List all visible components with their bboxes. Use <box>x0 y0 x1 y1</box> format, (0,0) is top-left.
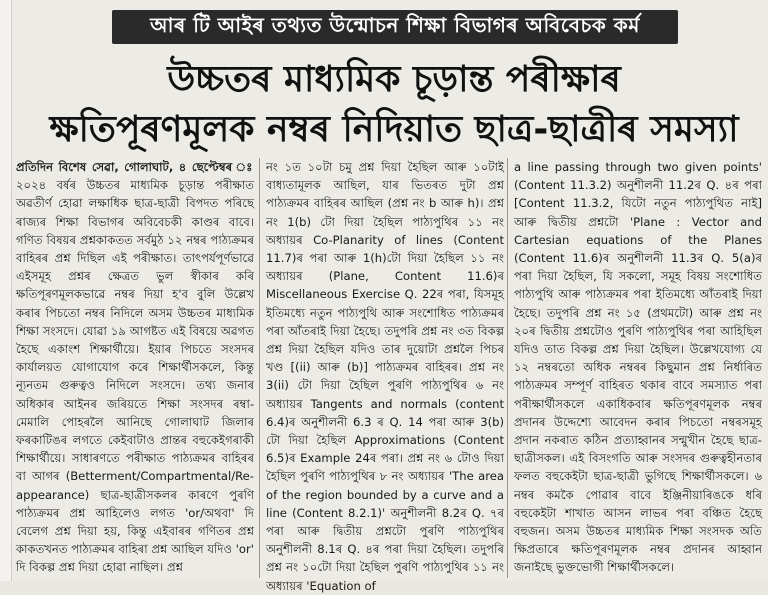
article-column-1 <box>16 158 254 578</box>
dateline: প্ৰতিদিন বিশেষ সেৱা, গোলাঘাট, ৪ ছেপ্টেম্বৰ ঃ <box>16 160 254 174</box>
article-text-2: নং ১ত ১০টা চমু প্ৰশ্ন দিয়া হৈছিল আৰু ১০টাই বাধ্যতামূলক আছিল, যাৰ ভিতৰত দুটা প্ৰশ্ন পাঠ্যক্ৰমৰ বাহিৰৰ আছিল (প্ৰশ্ন নং b আৰু h)। প্ৰশ্ন নং 1(b) টো দিয়া হৈছিল পাঠ্যপুথিৰ ১১ নং অধ্যায়ৰ Co-Planarity of lines (Content 11.7)ৰ পৰা আৰু 1(h)টো দিয়া হৈছিল ১১ নং অধ্যায়ৰ (Plane, Content 11.6)ৰ Miscellaneous Exercise Q. 22ৰ পৰা, যিসমূহ ইতিমধ্যে নতুন পাঠ্যপুথি আৰু সংশোধিত পাঠ্যক্ৰমৰ পৰা আঁতৰাই দিয়া হৈছে। তদুপৰি প্ৰশ্ন নং ৩ত বিকল্প প্ৰশ্ন দিয়া হৈছিল যদিও তাৰ দুয়োটা প্ৰশ্নলৈ পিচৰ খণ্ড [(ii) আৰু (b)] পাঠ্যক্ৰমৰ বাহিৰৰ। প্ৰশ্ন নং 3(ii) টো দিয়া হৈছিল পুৰণি পাঠ্যপুথিৰ ৬ নং অধ্যায়ৰ Tangents and normals (content 6.4)ৰ অনুশীলনী 6.3 ৰ Q. 14 পৰা আৰু 3(b) টো দিয়া হৈছিল Approximations (Content 6.5)ৰ Example 24ৰ পৰা। প্ৰশ্ন নং ৬ টোও দিয়া হৈছিল পুৰণি পাঠ্যপুথিৰ ৮ নং অধ্যায়ৰ 'The area of the region bounded by a curve and a line (Content 8.2.1)' অনুশীলনী 8.2ৰ Q. ৭ৰ পৰা আৰু দ্বিতীয় প্ৰশ্নটো পুৰণি পাঠ্যপুথিৰ অনুশীলনী 8.1ৰ Q. ৪ৰ পৰা দিয়া হৈছিল। তদুপৰি প্ৰশ্ন নং ১০টো দিয়া হৈছিল পুৰণি পাঠ্যপুথিৰ ১১ নং অধ্যায়ৰ 'Equation of <box>266 160 504 593</box>
headline-line-1: উচ্চতৰ মাধ্যমিক চূড়ান্ত পৰীক্ষাৰ <box>167 59 621 100</box>
article-column-3 <box>514 158 762 578</box>
article-text-1: ২০২৪ বৰ্ষৰ উচ্চতৰ মাধ্যমিক চূড়ান্ত পৰীক্ষাত অৱতীৰ্ণ হোৱা লক্ষাধিক ছাত্ৰ-ছাত্ৰী বিপদত পৰিছে ৰাজ্যৰ শিক্ষা বিভাগৰ অবিবেচকী কাণ্ডৰ বাবে। গণিত বিষয়ৰ প্ৰশ্নকাকতত সৰ্বমুঠ ১২ নম্বৰ পাঠ্যক্ৰমৰ বাহিৰৰ প্ৰশ্ন দিছিল এই পৰীক্ষাত। তাৎপৰ্যপূৰ্ণভাৱে এইসমূহ প্ৰশ্নৰ ক্ষেত্ৰত ভুল স্বীকাৰ কৰি ক্ষতিপূৰণমূলকভাৱে নম্বৰ দিয়া হ'ব বুলি উল্লেখ কৰাৰ পিচতো নম্বৰ নিদিলে অসম উচ্চতৰ মাধ্যমিক শিক্ষা সংসদে। যোৱা ১৯ আগষ্টত এই বিষয়ে অৱগত হৈছে একাংশ শিক্ষাৰ্থীয়ে। ইয়াৰ পিচতে সংসদৰ কাৰ্যালয়ত যোগাযোগ কৰে শিক্ষাৰ্থীসকলে, কিন্তু ন্যূনতম গুৰুত্বও নিদিলে সংসদে। তথ্য জনাৰ অধিকাৰ আইনৰ জৰিয়তে শিক্ষা সংসদৰ ৰম্বা-মেমালি পোহৰলৈ আনিছে গোলাঘাট জিলাৰ ফৰকাটিঙৰ লগতে কেইবাটাও প্ৰান্তৰ বহুকেইগৰাকী শিক্ষাৰ্থীয়ে। সাধাৰণতে পৰীক্ষাত পাঠ্যক্ৰমৰ বাহিৰৰ বা আগৰ (Betterment/Compartmental/Re-appearance) ছাত্ৰ-ছাত্ৰীসকলৰ কাৰণে পুৰণি পাঠ্যক্ৰমৰ প্ৰশ্ন আহিলেও লগত 'or/অথবা' দি বেলেগ প্ৰশ্ন দিয়া হয়, কিন্তু এইবাৰৰ গণিতৰ প্ৰশ্ন কাকতখনত পাঠ্যক্ৰমৰ বাহিৰা প্ৰশ্ন আছিল যদিও 'or' দি বিকল্প প্ৰশ্ন দিয়া হোৱা নাছিল। প্ৰশ্ন <box>16 178 254 575</box>
article-column-2 <box>266 158 504 593</box>
kicker-text: আৰ টি আইৰ তথ্যত উন্মোচন শিক্ষা বিভাগৰ অবিবেচক কৰ্ম <box>150 12 640 37</box>
headline-line-2: ক্ষতিপূৰণমূলক নম্বৰ নিদিয়াত ছাত্ৰ-ছাত্ৰীৰ সমস্যা <box>49 109 739 150</box>
column-divider <box>507 158 508 578</box>
article-text-3: a line passing through two given points' (Content 11.3.2) অনুশীলনী 11.2ৰ Q. ৪ৰ পৰা [Content 11.3.2, যিটো নতুন পাঠ্যপুথিত নাই] আৰু দ্বিতীয় প্ৰশ্নটো 'Plane : Vector and Cartesian equations of the Planes (Content 11.6)ৰ অনুশীলনী 11.3ৰ Q. 5(a)ৰ পৰা দিয়া হৈছিল, যি সকলো, সমূহ বিষয় সংশোধিত পাঠ্যপুথি আৰু পাঠ্যক্ৰমৰ পৰা ইতিমধ্যে আঁতৰাই দিয়া হৈছে। তদুপৰি প্ৰশ্ন নং ১৫ (প্ৰথমটো) আৰু প্ৰশ্ন নং ২০ৰ দ্বিতীয় প্ৰশ্নটোও পুৰণি পাঠ্যপুথিৰ পৰা আহিছিল যদিও তাত বিকল্প প্ৰশ্ন দিয়া হৈছিল। উল্লেখযোগ্য যে ১২ নম্বৰতো অধিক নম্বৰৰ কিছুমান প্ৰশ্ন নিৰ্ধাৰিত পাঠ্যক্ৰমৰ সম্পূৰ্ণ বাহিৰত থকাৰ বাবে সমস্যাত পৰা পৰীক্ষাৰ্থীসকলে একাধিকবাৰ ক্ষতিপূৰণমূলক নম্বৰ প্ৰদানৰ উদ্দেশ্যে আবেদন কৰাৰ পিচতো নম্বৰসমূহ প্ৰদান নকৰাত কঠিন প্ৰত্যাহ্বানৰ সন্মুখীন হৈছে ছাত্ৰ-ছাত্ৰীসকল। এই বিসংগতি আৰু সংসদৰ গুৰুত্বহীনতাৰ ফলত বহুকেইটা ছাত্ৰ-ছাত্ৰী ভুগিছে শিক্ষাৰ্থীসকলে। ৬ নম্বৰ কমকৈ পোৱাৰ বাবে ইঞ্জিনীয়াৰিঙকে ধৰি বহুকেইটা শাখাত আসন লাভৰ পৰা বঞ্চিত হৈছে বহুজন। অসম উচ্চতৰ মাধ্যমিক শিক্ষা সংসদক অতি ক্ষিপ্ৰতাৰে ক্ষতিপূৰণমূলক নম্বৰ প্ৰদানৰ আহ্বান জনাইছে ভুক্তভোগী শিক্ষাৰ্থীসকলে। <box>514 160 762 575</box>
adjacent-column-edge <box>0 0 12 581</box>
kicker-banner <box>112 10 678 44</box>
column-divider <box>259 158 260 578</box>
